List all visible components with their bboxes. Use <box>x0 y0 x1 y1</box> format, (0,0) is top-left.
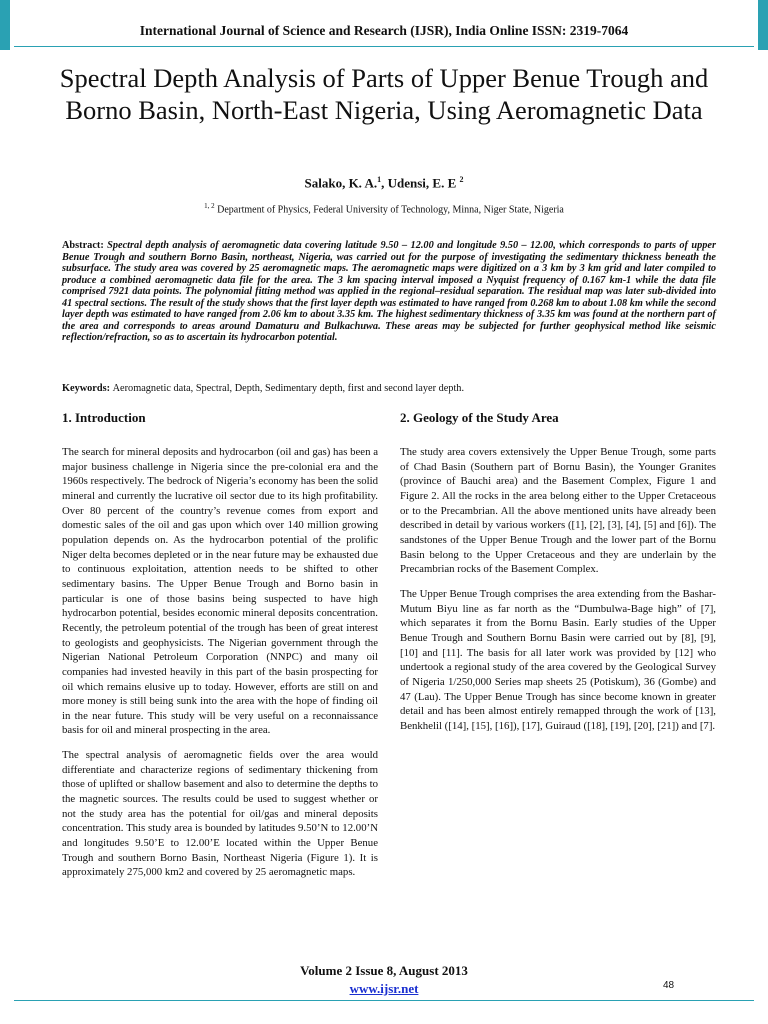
introduction-heading: 1. Introduction <box>62 410 146 425</box>
keywords-label: Keywords: <box>62 383 113 394</box>
author-separator: , <box>381 175 388 191</box>
geology-paragraph-2: The Upper Benue Trough comprises the area extending from the Bashar-Mutum Biyu line as far north as the “Dumbulwa-Bage high” of [7], which separates it from the Bornu Basin. Early studies of the Upper Benue Trough and Southern Bornu Basin were carried out by [8], [9], [10] and [11]. The basis for all later work was provided by [12] who undertook a regional study of the area covered by the Geological Survey of Nigeria 1/250,000 Series map sheets 25 (Potiskum), 36 (Gombe) and 47 (Lau). The Upper Benue Trough has since become known in greater detail and has been almost entirely remapped through the work of [13], Benkhelil ([14], [15], [16]), [17], Guiraud ([18], [19], [20], [21]) and [7]. <box>400 587 716 732</box>
affiliation-text: Department of Physics, Federal University of Technology, Minna, Niger State, Nigeria <box>214 204 564 216</box>
footer-volume: Volume 2 Issue 8, August 2013 <box>300 963 468 978</box>
paper-title: Spectral Depth Analysis of Parts of Upper Benue Trough and Borno Basin, North-East Nigeria, Using Aeromagnetic Data <box>59 63 709 125</box>
author-1-affiliation-mark: 1 <box>377 175 382 184</box>
keywords-text: Aeromagnetic data, Spectral, Depth, Sedimentary depth, first and second layer depth. <box>112 383 465 394</box>
page-number: 48 <box>663 980 675 991</box>
journal-header: International Journal of Science and Research (IJSR), India Online ISSN: 2319-7064 <box>139 23 629 38</box>
geology-paragraph-1: The study area covers extensively the Upper Benue Trough, some parts of Chad Basin (Southern part of Bornu Basin), the Younger Granites (province of Bauchi area) and the Basement Complex, Figure 1 and Figure 2. All the rocks in the area belong either to the Upper Cretaceous or to the Precambrian. All the above mentioned units have already been described in detail by various workers ([1], [2], [3], [4], [5] and [6]). The sandstones of the Upper Benue Trough and the lower part of the Bornu Basin belong to the Upper Cretaceous and they are underlain by the Precambrian rocks of the Basement Complex. <box>400 446 716 576</box>
abstract <box>62 240 716 344</box>
geology-heading: 2. Geology of the Study Area <box>400 410 559 425</box>
author-1: Salako, K. A. <box>304 175 378 191</box>
left-column <box>62 410 378 890</box>
introduction-paragraph-1: The search for mineral deposits and hydrocarbon (oil and gas) has been a major business challenge in Nigeria since the pre-colonial era and the 1960s respectively. The bedrock of Nigeria’s economy has been the solid mineral and currently the lucrative oil sector due to its high profitability. Over 80 percent of the country’s revenue comes from export and domestic sales of the oil and gas upon which over 140 million growing population depends on. As the hydrocarbon potential of the prolific Niger delta becomes depleted or in the near future may be exhausted due to continuous exploitation, attention needs to be shifted to other sedimentary basins. The Upper Benue Trough and Borno basin in particular is one of those basins being suspected to have high hydrocarbon potential, besides economic mineral deposits concentration. Recently, the petroleum potential of the trough has been of great interest to geologists and geophysicists. The Nigerian government through the Nigerian National Petroleum Corporation (NNPC) and many oil companies had invested heavily in this part of the basin prospecting for oil which remains elusive up to today. However, efforts are still on and more money is still being sunk into the area with the hope of finding oil in the near future. This study will be very useful on a reconnaissance basis for oil and mineral prospecting in the area. <box>62 446 378 737</box>
introduction-paragraph-2: The spectral analysis of aeromagnetic fields over the area would differentiate and characterize regions of sedimentary thickening from those of uplifted or shallow basement and also to determine the depths to the magnetic sources. The results could be used to suggest whether or not the study area has the potential for oil/gas and mineral deposits concentration. This study area is bounded by latitudes 9.50’N to 12.00’N and longitudes 9.50’E to 12.00’E located within the Upper Benue Trough and southern Borno Basin, Northeast Nigeria (Figure 1). It is approximately 275,000 km2 and covered by 25 aeromagnetic maps. <box>62 749 378 879</box>
footer-url-link[interactable]: www.ijsr.net <box>349 981 419 996</box>
right-column <box>400 410 716 743</box>
footer-rule <box>14 1000 754 1001</box>
author-2-affiliation-mark: 2 <box>459 175 464 184</box>
header-rule <box>14 46 754 47</box>
author-2: Udensi, E. E <box>387 175 457 191</box>
affiliation <box>0 202 768 215</box>
keywords <box>62 383 716 394</box>
abstract-label: Abstract: <box>62 240 108 251</box>
abstract-text: Spectral depth analysis of aeromagnetic data covering latitude 9.50 – 12.00 and longitude 9.50 – 12.00, which corresponds to parts of upper Benue Trough and southern Borno Basin, northeast, Nigeria, was carried out for the purpose of investigating the sedimentary thickness beneath the subsurface. The study area was covered by 25 aeromagnetic maps. The aeromagnetic maps were digitized on a 3 km by 3 km grid and later compiled to produce a combined aeromagnetic data file for the area. The 3 km spacing interval imposed a Nyquist frequency of 0.167 km-1 while the data file comprised 7921 data points. The polynomial fitting method was applied in the regional–residual separation. The residual map was later sub-divided into 41 spectral sections. The result of the study shows that the first layer depth was estimated to have ranged from 0.268 km to about 1.08 km while the second layer depth was estimated to have ranged from 2.06 km to about 3.35 km. The highest sedimentary thickness of 3.35 km was found at the northern part of the area and corresponds to areas around Damaturu and Bulkachuwa. These areas may be subjected for further geophysical method like seismic reflection/refraction, so as to ascertain its hydrocarbon potential. <box>62 240 716 343</box>
author-list <box>0 175 768 191</box>
affiliation-mark: 1, 2 <box>204 202 215 210</box>
